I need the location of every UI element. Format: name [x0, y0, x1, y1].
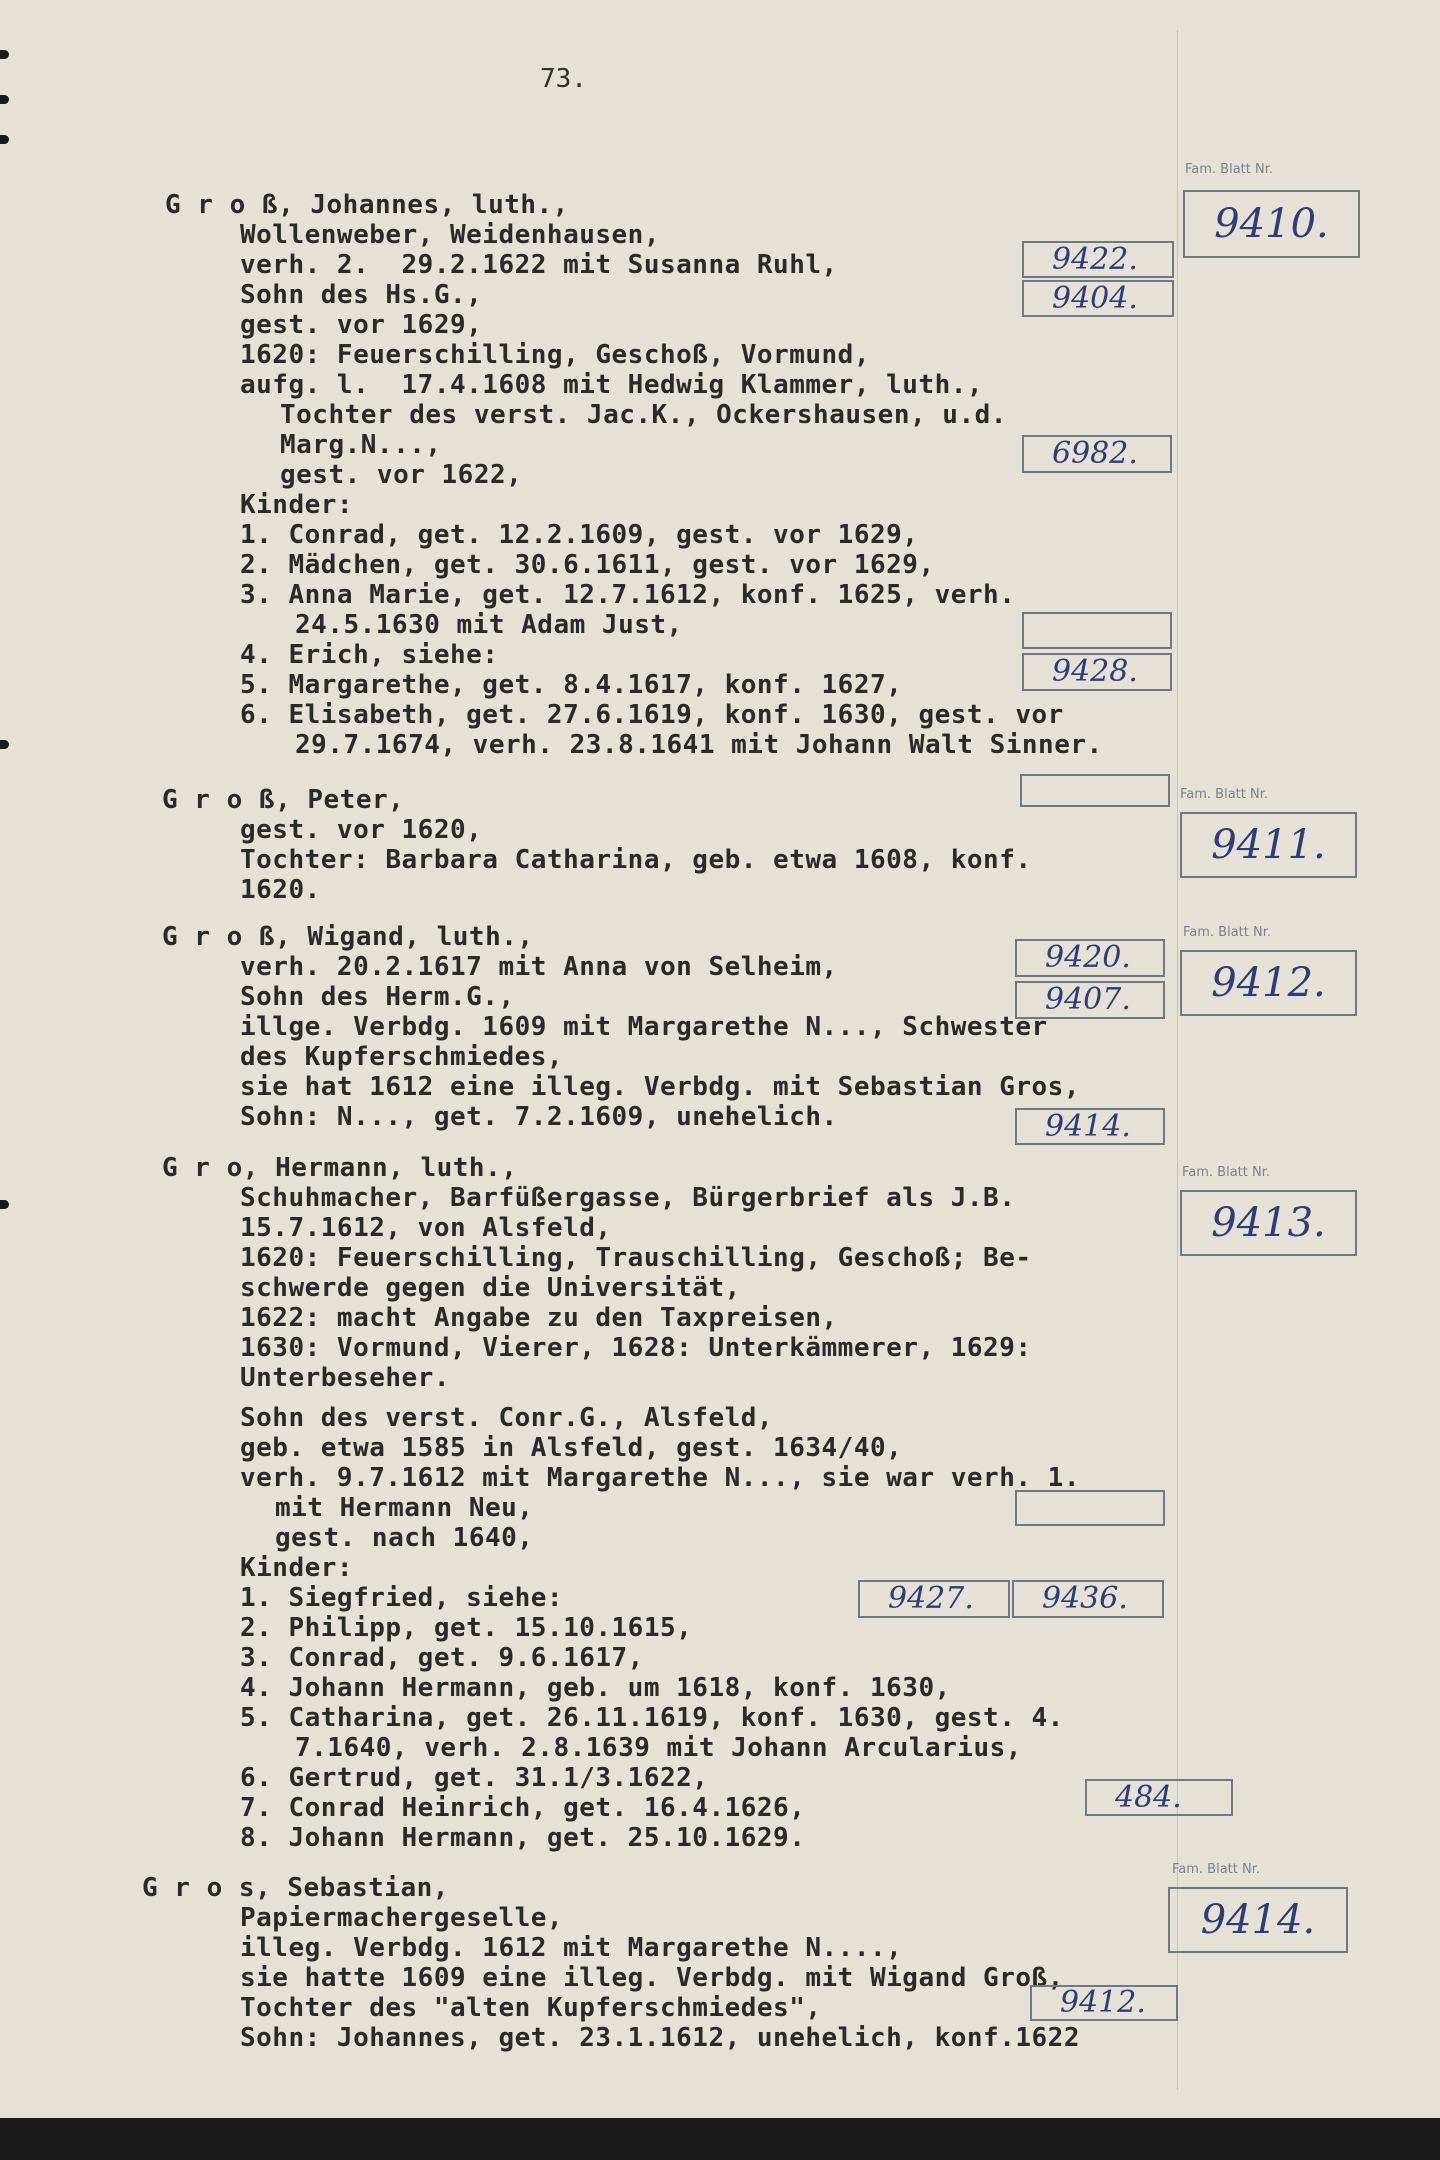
fam-blatt-number: 9410. — [1183, 190, 1360, 258]
entry-line: Tochter des "alten Kupferschmiedes", — [240, 1993, 822, 2023]
entry-line: verh. 2. 29.2.1622 mit Susanna Ruhl, — [240, 250, 838, 280]
entry-line: sie hat 1612 eine illeg. Verbdg. mit Sebastian Gros, — [240, 1072, 1080, 1102]
entry-line: sie hatte 1609 eine illeg. Verbdg. mit Wigand Groß, — [240, 1963, 1064, 1993]
child-line: 6. Elisabeth, get. 27.6.1619, konf. 1630, gest. vor — [240, 700, 1064, 730]
entry-line: 1622: macht Angabe zu den Taxpreisen, — [240, 1303, 838, 1333]
reference-box-empty — [1015, 1490, 1165, 1526]
entry-line: verh. 20.2.1617 mit Anna von Selheim, — [240, 952, 838, 982]
reference-number: 9420. — [1015, 939, 1165, 977]
entry-line: geb. etwa 1585 in Alsfeld, gest. 1634/40, — [240, 1433, 903, 1463]
entry-line: 1620. — [240, 875, 321, 905]
entry-line: Sohn des Herm.G., — [240, 982, 515, 1012]
child-line: 4. Erich, siehe: — [240, 640, 499, 670]
child-line: 29.7.1674, verh. 23.8.1641 mit Johann Walt Sinner. — [295, 730, 1103, 760]
entry-heading: G r o ß, Wigand, luth., — [162, 922, 534, 952]
entry-line: gest. vor 1620, — [240, 815, 483, 845]
entry-line: gest. vor 1629, — [240, 310, 483, 340]
child-line: 4. Johann Hermann, geb. um 1618, konf. 1630, — [240, 1673, 951, 1703]
page-number: 73. — [540, 64, 587, 94]
fam-blatt-label: Fam. Blatt Nr. — [1185, 162, 1274, 177]
fam-blatt-label: Fam. Blatt Nr. — [1180, 787, 1269, 802]
reference-number: 484. — [1085, 1779, 1233, 1816]
entry-heading: G r o s, Sebastian, — [142, 1873, 449, 1903]
punch-hole-mark — [0, 50, 9, 59]
entry-line: Wollenweber, Weidenhausen, — [240, 220, 660, 250]
child-line: 1. Conrad, get. 12.2.1609, gest. vor 1629, — [240, 520, 919, 550]
entry-line: 1620: Feuerschilling, Geschoß, Vormund, — [240, 340, 870, 370]
punch-hole-mark — [0, 740, 9, 749]
entry-line: Schuhmacher, Barfüßergasse, Bürgerbrief als J.B. — [240, 1183, 1016, 1213]
entry-line: gest. nach 1640, — [275, 1523, 534, 1553]
entry-line: Kinder: — [240, 1553, 354, 1583]
entry-line: Kinder: — [240, 490, 354, 520]
reference-number: 9412. — [1030, 1985, 1178, 2021]
fam-blatt-number: 9414. — [1168, 1887, 1348, 1953]
entry-line: Marg.N..., — [280, 430, 442, 460]
child-line: 1. Siegfried, siehe: — [240, 1583, 564, 1613]
entry-line: aufg. l. 17.4.1608 mit Hedwig Klammer, luth., — [240, 370, 984, 400]
entry-line: Sohn des Hs.G., — [240, 280, 483, 310]
reference-box-empty — [1022, 612, 1172, 649]
entry-line: 15.7.1612, von Alsfeld, — [240, 1213, 612, 1243]
reference-number: 6982. — [1022, 435, 1172, 473]
entry-line: schwerde gegen die Universität, — [240, 1273, 741, 1303]
entry-line: gest. vor 1622, — [280, 460, 523, 490]
reference-number: 9407. — [1015, 981, 1165, 1019]
child-line: 2. Philipp, get. 15.10.1615, — [240, 1613, 693, 1643]
entry-line: 1620: Feuerschilling, Trauschilling, Geschoß; Be- — [240, 1243, 1032, 1273]
child-line: 3. Anna Marie, get. 12.7.1612, konf. 1625, verh. — [240, 580, 1016, 610]
punch-hole-mark — [0, 95, 9, 104]
child-line: 8. Johann Hermann, get. 25.10.1629. — [240, 1823, 806, 1853]
child-line: 24.5.1630 mit Adam Just, — [295, 610, 683, 640]
reference-number: 9404. — [1022, 280, 1174, 317]
reference-number: 9428. — [1022, 653, 1172, 691]
punch-hole-mark — [0, 1200, 9, 1209]
fam-blatt-number: 9412. — [1180, 950, 1357, 1016]
entry-line: Tochter: Barbara Catharina, geb. etwa 1608, konf. — [240, 845, 1032, 875]
entry-line: illge. Verbdg. 1609 mit Margarethe N..., Schwester — [240, 1012, 1048, 1042]
fam-blatt-label: Fam. Blatt Nr. — [1183, 925, 1272, 940]
child-line: 6. Gertrud, get. 31.1/3.1622, — [240, 1763, 709, 1793]
child-line: 3. Conrad, get. 9.6.1617, — [240, 1643, 644, 1673]
entry-line: Sohn des verst. Conr.G., Alsfeld, — [240, 1403, 774, 1433]
entry-line: 1630: Vormund, Vierer, 1628: Unterkämmerer, 1629: — [240, 1333, 1032, 1363]
scan-bottom-edge — [0, 2118, 1440, 2160]
entry-line: Sohn: Johannes, get. 23.1.1612, unehelich, konf.1622 — [240, 2023, 1080, 2053]
child-line: 5. Catharina, get. 26.11.1619, konf. 1630, gest. 4. — [240, 1703, 1064, 1733]
entry-heading: G r o ß, Peter, — [162, 785, 405, 815]
entry-heading: G r o, Hermann, luth., — [162, 1153, 518, 1183]
entry-line: Papiermachergeselle, — [240, 1903, 564, 1933]
entry-heading: G r o ß, Johannes, luth., — [165, 190, 569, 220]
entry-line: Sohn: N..., get. 7.2.1609, unehelich. — [240, 1102, 838, 1132]
child-line: 7. Conrad Heinrich, get. 16.4.1626, — [240, 1793, 806, 1823]
reference-number: 9427. — [858, 1580, 1010, 1618]
reference-number: 9422. — [1022, 241, 1174, 278]
fam-blatt-label: Fam. Blatt Nr. — [1182, 1165, 1271, 1180]
entry-line: mit Hermann Neu, — [275, 1493, 534, 1523]
entry-line: illeg. Verbdg. 1612 mit Margarethe N...., — [240, 1933, 903, 1963]
reference-number: 9436. — [1012, 1580, 1164, 1618]
child-line: 5. Margarethe, get. 8.4.1617, konf. 1627, — [240, 670, 903, 700]
reference-box-empty — [1020, 774, 1170, 807]
fam-blatt-label: Fam. Blatt Nr. — [1172, 1862, 1261, 1877]
punch-hole-mark — [0, 135, 9, 144]
entry-line: des Kupferschmiedes, — [240, 1042, 564, 1072]
child-line: 2. Mädchen, get. 30.6.1611, gest. vor 1629, — [240, 550, 935, 580]
child-line: 7.1640, verh. 2.8.1639 mit Johann Arcularius, — [295, 1733, 1022, 1763]
entry-line: Tochter des verst. Jac.K., Ockershausen, u.d. — [280, 400, 1007, 430]
entry-line: verh. 9.7.1612 mit Margarethe N..., sie war verh. 1. — [240, 1463, 1080, 1493]
fam-blatt-number: 9411. — [1180, 812, 1357, 878]
reference-number: 9414. — [1015, 1108, 1165, 1145]
fam-blatt-number: 9413. — [1180, 1190, 1357, 1256]
entry-line: Unterbeseher. — [240, 1363, 450, 1393]
